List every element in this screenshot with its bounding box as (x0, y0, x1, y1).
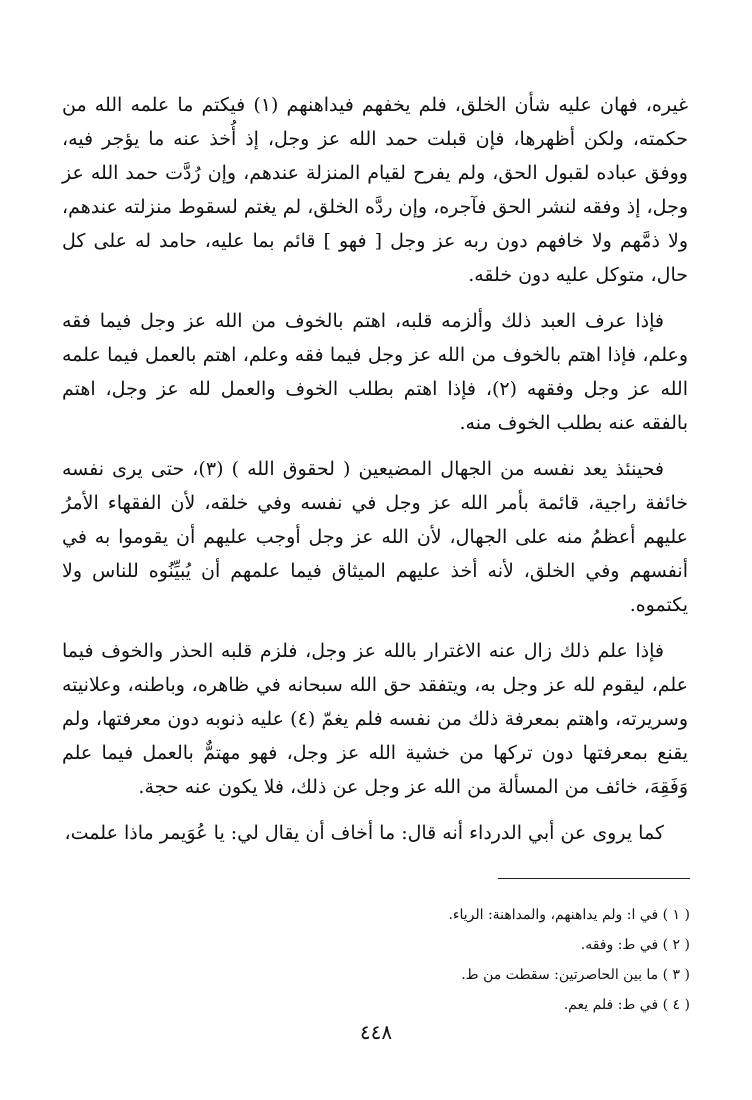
footnote-1: ( ١ ) في ا: ولم يداهنهم، والمداهنة: الرياء. (448, 907, 690, 923)
paragraph-5: كما يروى عن أبي الدرداء أنه قال: ما أخاف أن يقال لي: يا عُوَيمر ماذا علمت، (64, 822, 664, 844)
paragraph-2: فإذا عرف العبد ذلك وألزمه قلبه، اهتم بالخوف من الله عز وجل فيما فقه وعلم، فإذا اهتم بالخوف من الله عز وجل فيما فقه وعلم، اهتم بالعمل فيما علمه الله عز وجل وفقهه (٢)، فإذا اهتم بطلب الخوف والعمل لله عز وجل، اهتم بالفقه عنه بطلب الخوف منه. (62, 310, 688, 434)
paragraph-4: فإذا علم ذلك زال عنه الاغترار بالله عز وجل، فلزم قلبه الحذر والخوف فيما علم، ليقوم لله عز وجل به، ويتفقد حق الله سبحانه في ظاهره، وباطنه، وعلانيته وسريرته، واهتم بمعرفة ذلك من نفسه فلم يغمّ (٤) عليه ذنوبه دون معرفتها، ولم يقنع بمعرفتها دون تركها من خشية الله عز وجل، فهو مهتمٌّ بالعمل فيما علم وَفَقِهَ، خائف من المسألة من الله عز وجل عن ذلك، فلا يكون عنه حجة. (62, 640, 688, 798)
footnote-4: ( ٤ ) في ط: فلم يعم. (563, 997, 690, 1013)
footnote-3: ( ٣ ) ما بين الحاصرتين: سقطت من ط. (461, 967, 690, 983)
paragraph-1: غيره، فهان عليه شأن الخلق، فلم يخفهم فيداهنهم (١) فيكتم ما علمه الله من حكمته، ولكن أظهرها، فإن قبلت حمد الله عز وجل، إذ أُخذ عنه ما يؤجر فيه، ووفق عباده لقبول الحق، ولم يفرح لقيام المنزلة عندهم، وإن رُدَّت حمد الله عز وجل، إذ وفقه لنشر الحق فآجره، وإن ردَّه الخلق، لم يغتم لسقوط منزلته عندهم، ولا ذمَّهم ولا خافهم دون ربه عز وجل [ فهو ] قائم بما عليه، حامد له على كل حال، متوكل عليه دون خلقه. (62, 94, 689, 286)
footnote-separator (498, 878, 690, 879)
footnote-2: ( ٢ ) في ط: وفقه. (580, 937, 690, 953)
page-number: ٤٤٨ (359, 1020, 393, 1044)
main-text (62, 88, 688, 850)
paragraph-3: فحينئذ يعد نفسه من الجهال المضيعين ( لحقوق الله ) (٣)، حتى يرى نفسه خائفة راجية، قائمة بأمر الله عز وجل في نفسه وفي خلقه، لأن الفقهاء الأمرُ عليهم أعظمُ منه على الجهال، لأن الله عز وجل أوجب عليهم أن يقوموا به في أنفسهم وفي الخلق، لأنه أخذ عليهم الميثاق فيما علمهم أن يُبيِّنُوه للناس ولا يكتموه. (62, 458, 688, 616)
footnotes-list (90, 900, 690, 1020)
